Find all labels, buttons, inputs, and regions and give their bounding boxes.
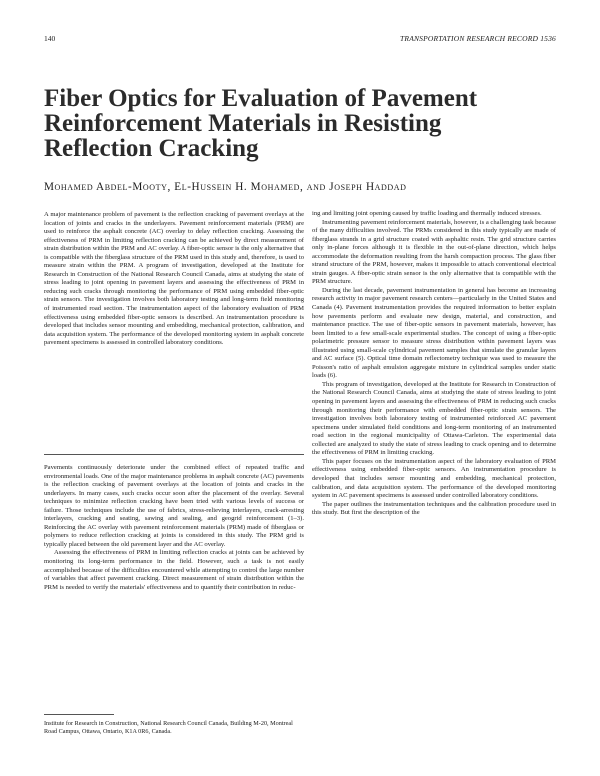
footnote-divider — [44, 714, 114, 715]
abstract: A major maintenance problem of pavement is the reflection cracking of pavement overlays at the location of joints and cracks in the underlayers. Pavement reinforcement materials (PRM) are used to reinforce the asphalt concrete (AC) overlay to delay reflection cracking. Assessing the effectiveness of PRM in limiting reflection cracking can be achieved by direct measurement of strain distribution within the PRM and AC overlay. A fiber-optic sensor is the only alternative that is compatible with the fiberglass structure of the PRM used in this study and, therefore, is used to measure strain within the PRM. A program of investigation, developed at the Institute for Research in Construction of the National Research Council Canada, aims at studying the state of stress leading to joint opening in pavement layers and assessing the effectiveness of PRM in reducing such cracks through monitoring the performance of PRM using embedded fiber-optic strain sensors. The investigation involves both laboratory testing and long-term field monitoring of instrumented road section. The instrumentation aspect of the laboratory evaluation of PRM effectiveness using embedded fiber-optic sensors is described. An instrumentation procedure is developed that includes sensor mounting and embedding, mechanical protection, calibration, and data acquisition system. The performance of the developed monitoring system in asphalt concrete pavement specimens is assessed in controlled laboratory conditions. — [44, 211, 304, 347]
body-paragraph: During the last decade, pavement instrumentation in general has become an increasing research activity in major pavement research centers—particularly in the United States and Canada (4). Pavement instrumentation provides the required information to better explain how pavements perform and evaluate new design, material, and construction, and maintenance practice. The use of fiber-optic sensors in pavement materials, however, has been limited to a few small-scale experimental studies. The concept of using a fiber-optic polarimetric pressure sensor to measure stress distribution within pavement layers was illustrated using small-scale cylindrical pavement samples that simulate the granular layers and AC surface (5). Optical time domain reflectometry technique was used to measure the Poisson's ratio of asphalt emulsion aggregate mixture in cylindrical samples under static loads (6). — [312, 286, 556, 380]
body-column-left — [44, 464, 304, 592]
title-line: Reflection Cracking — [44, 135, 259, 162]
running-header — [44, 34, 556, 46]
journal-name: TRANSPORTATION RESEARCH RECORD 1536 — [400, 34, 556, 43]
affiliation-footnote: Institute for Research in Construction, National Research Council Canada, Building M-20, Montreal Road Campus, Ottawa, Ontario, K1A 0R6, Canada. — [44, 720, 293, 735]
body-column-right — [312, 210, 556, 518]
title-line: Reinforcement Materials in Resisting — [44, 110, 442, 137]
title-line: Fiber Optics for Evaluation of Pavement — [44, 85, 478, 112]
body-paragraph: The paper outlines the instrumentation techniques and the calibration procedure used in this study. But first the description of the — [312, 500, 556, 517]
body-paragraph: ing and limiting joint opening caused by traffic loading and thermally induced stresses. — [312, 210, 542, 217]
abstract-divider — [44, 454, 304, 455]
body-paragraph: Assessing the effectiveness of PRM in limiting reflection cracks at joints can be achieved by monitoring its long-term performance in the field. However, such a task is not easily accomplished because of the difficulties encountered while attempting to control the large number of variables that affect pavement cracking. Direct measurement of strain distribution within the PRM is needed to verify the materials' effectiveness and to quantify their contribution in reduc- — [44, 549, 304, 591]
body-paragraph: This program of investigation, developed at the Institute for Research in Construction of the National Research Council Canada, aims at studying the state of stress leading to joint opening in pavement layers and assessing the effectiveness of PRM in reducing such cracks through monitoring their performance with embedded fiber-optic strain sensors. The investigation involves both laboratory testing of instrumented reinforced AC pavement specimens under simulated field conditions and long-term monitoring of an instrumented road section in the regional municipality of Ottawa-Carleton. The experimental data collected are analyzed to study the state of stress leading to crack opening and to determine the effectiveness of PRM in limiting cracking. — [312, 380, 556, 457]
body-paragraph: This paper focuses on the instrumentation aspect of the laboratory evaluation of PRM effectiveness using embedded fiber-optic sensors. An instrumentation procedure is developed that includes sensor mounting and embedding, mechanical protection, calibration, and data acquisition system. The performance of the developed monitoring system in AC pavement specimens is assessed under controlled laboratory conditions. — [312, 457, 556, 500]
page-number: 140 — [44, 34, 56, 43]
body-paragraph: Instrumenting pavement reinforcement materials, however, is a challenging task because of the many difficulties involved. The PRMs considered in this study typically are made of fiberglass strands in a grid structure coated with asphaltic resin. The grid structure carries only in-plane forces although it is flexible in the out-of-plane direction, which helps accommodate the deformation resulting from the harsh compaction process. The glass fiber strand structure of the PRM, however, makes it impossible to attach conventional electrical strain gauges. A fiber-optic strain sensor is the only alternative that is compatible with the PRM structure. — [312, 218, 556, 286]
author-list: Mohamed Abdel-Mooty, El-Hussein H. Mohamed, and Joseph Haddad — [44, 181, 407, 193]
paper-title — [44, 85, 478, 162]
body-paragraph: Pavements continuously deteriorate under the combined effect of repeated traffic and environmental loads. One of the major maintenance problems in asphalt concrete (AC) pavements is the reflection cracking of pavement overlays at the location of joints and cracks in the underlayers. In many cases, such cracks occur soon after the placement of the overlay. Several techniques to minimize reflection cracking have been tried with various levels of success or failure. Those techniques include the use of fabrics, stress-relieving interlayers, crack-arresting interlayers, cracking and seating, sawing and sealing, and geogrid reinforcement (1–3). Reinforcing the AC overlay with pavement reinforcement materials (PRM) made of fiberglass or polymers to reduce reflection cracking at joints is considered in this study. The PRM grid is typically placed between the old pavement layer and the AC overlay. — [44, 464, 304, 548]
